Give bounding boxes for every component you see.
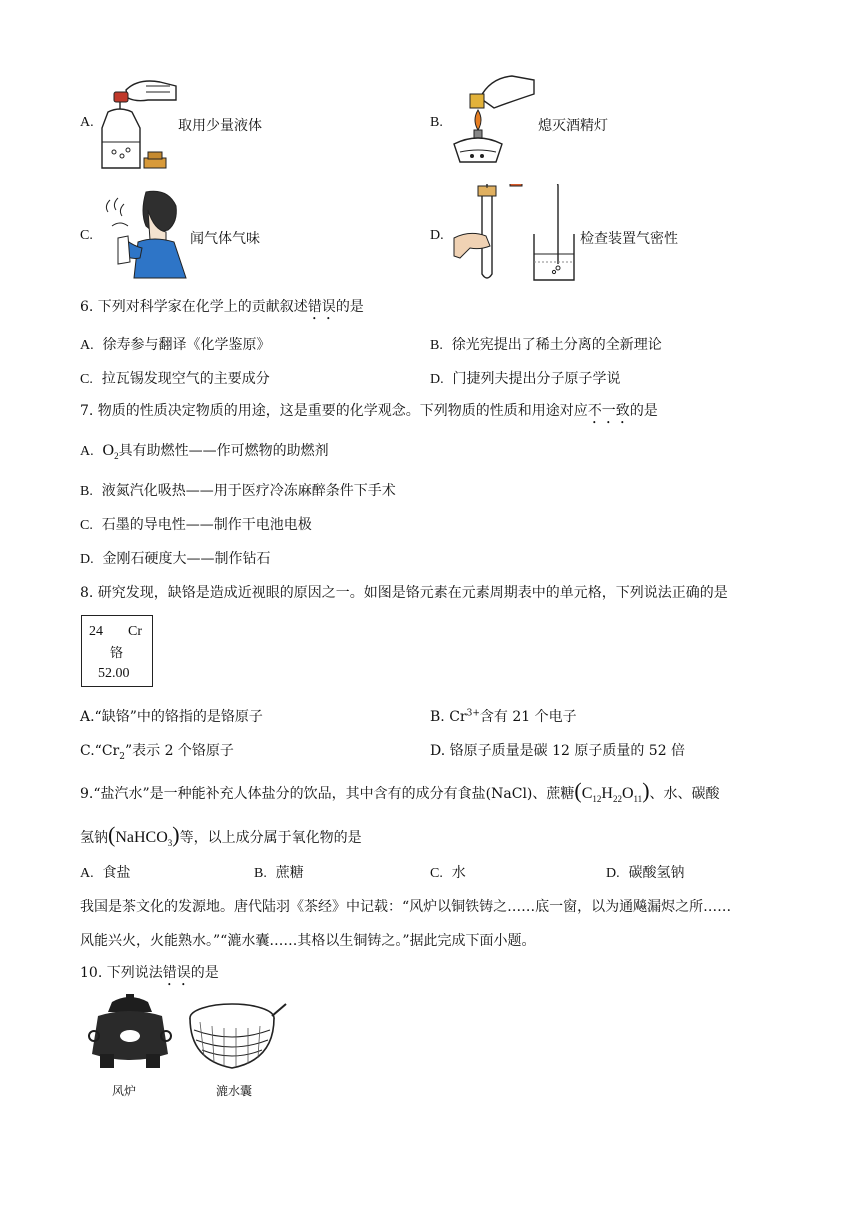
q7-option-b[interactable]: B. 液氮汽化吸热——用于医疗冷冻麻醉条件下手术 xyxy=(80,483,396,499)
atomic-number: 24 xyxy=(89,624,103,639)
dropper-bottle-icon xyxy=(98,72,180,172)
passage-line-1: 我国是茶文化的发源地。唐代陆羽《茶经》中记载：“风炉以铜铁铸之……底一窗，以为通飚漏烬之所…… xyxy=(80,899,732,915)
question-9-line1: 9.“盐汽水”是一种能补充人体盐分的饮品，其中含有的成分有食盐(NaCl)、蔗糖$(C_{12}H_{22}O_{11})$、水、碳酸 xyxy=(80,778,720,805)
question-6-stem xyxy=(80,296,364,323)
q6-option-a[interactable]: A. 徐寿参与翻译《化学鉴原》 xyxy=(80,337,271,353)
q9-option-d[interactable]: D. 碳酸氢钠 xyxy=(606,865,685,881)
q7-stem-end: 的是 xyxy=(629,403,658,419)
q6-option-d[interactable]: D. 门捷列夫提出分子原子学说 xyxy=(430,371,621,387)
question-9-line2: 氢钠(NaHCO$_3$)等，以上成分属于氧化物的是 xyxy=(80,822,362,849)
question-7-stem xyxy=(80,400,658,427)
water-filter-bag-icon xyxy=(186,998,290,1078)
caption-wind-stove: 风炉 xyxy=(112,1084,137,1098)
option-b-text: 熄灭酒精灯 xyxy=(538,118,608,134)
wind-stove-icon xyxy=(82,992,180,1072)
q8-option-d[interactable]: D. 铬原子质量是碳 12 原子质量的 52 倍 xyxy=(430,743,686,759)
alcohol-lamp-icon xyxy=(450,70,536,170)
q6-option-c[interactable]: C. 拉瓦锡发现空气的主要成分 xyxy=(80,371,270,387)
q7-option-d[interactable]: D. 金刚石硬度大——制作钻石 xyxy=(80,551,271,567)
element-name: 铬 xyxy=(110,646,124,661)
q6-stem-text: 6. 下列对科学家在化学上的贡献叙述 xyxy=(80,299,308,315)
periodic-element-cell xyxy=(81,615,153,687)
q8-option-c[interactable]: $C.“Cr_2$”表示 2 个铬原子 xyxy=(80,743,234,762)
element-symbol: Cr xyxy=(128,624,142,639)
q7-option-c[interactable]: C. 石墨的导电性——制作干电池电极 xyxy=(80,517,312,533)
q9-option-c[interactable]: C. 水 xyxy=(430,865,466,881)
option-d-text: 检查装置气密性 xyxy=(580,231,678,247)
airtightness-apparatus-icon xyxy=(450,184,578,284)
q7-option-a[interactable]: A. $O_2$具有助燃性——作可燃物的助燃剂 xyxy=(80,442,329,461)
option-c-text: 闻气体气味 xyxy=(190,231,260,247)
q9-option-a[interactable]: A. 食盐 xyxy=(80,865,131,881)
question-10-stem: 10. 下列说法错误的是 xyxy=(80,965,219,981)
oxygen-formula: O xyxy=(102,442,115,459)
caption-water-filter-bag: 漉水囊 xyxy=(216,1084,253,1098)
sucrose-formula: $C_{12}H_{22}O_{11}$ xyxy=(581,785,643,805)
q6-stem-end: 的是 xyxy=(335,299,364,315)
q7-emphasis: 不一致 xyxy=(587,403,630,419)
atomic-mass: 52.00 xyxy=(98,666,130,681)
option-b-letter: B. xyxy=(430,115,443,130)
bicarbonate-formula: NaHCO$_3$ xyxy=(115,829,173,849)
question-8-stem: 8. 研究发现，缺铬是造成近视眼的原因之一。如图是铬元素在元素周期表中的单元格，下列说法正确的是 xyxy=(80,585,728,601)
q10-emphasis: 错误 xyxy=(162,965,191,981)
q7-stem-text: 7. 物质的性质决定物质的用途，这是重要的化学观念。下列物质的性质和用途对应 xyxy=(80,403,588,419)
option-a-text: 取用少量液体 xyxy=(178,118,262,134)
q8-option-b[interactable]: B. $Cr^{3+}$含有 21 个电子 xyxy=(430,708,577,725)
q6-emphasis: 错误 xyxy=(307,299,336,315)
passage-line-2: 风能兴火，火能熟水。”“漉水囊……其格以生铜铸之。”据此完成下面小题。 xyxy=(80,933,536,949)
q8-option-a[interactable]: A.“缺铬”中的铬指的是铬原子 xyxy=(80,709,263,725)
option-a-letter: A. xyxy=(80,115,94,130)
smelling-gas-icon xyxy=(98,186,190,282)
option-c-letter: C. xyxy=(80,228,93,243)
q9-option-b[interactable]: B. 蔗糖 xyxy=(254,865,304,881)
q6-option-b[interactable]: B. 徐光宪提出了稀土分离的全新理论 xyxy=(430,337,662,353)
option-d-letter: D. xyxy=(430,228,444,243)
